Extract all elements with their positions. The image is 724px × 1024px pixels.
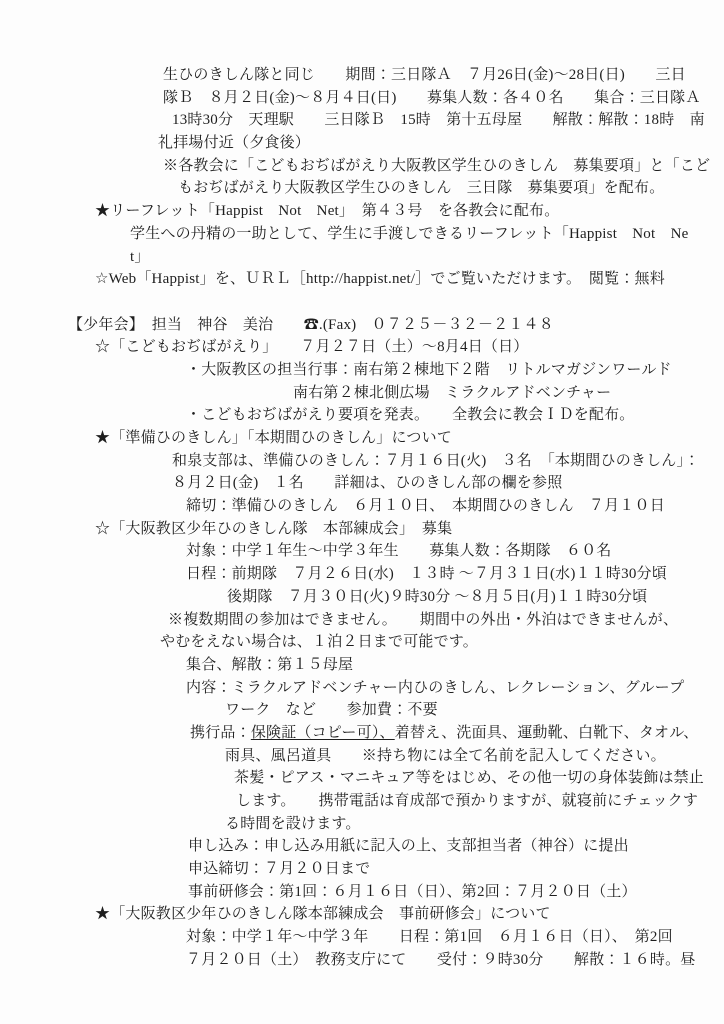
text-line (68, 563, 722, 586)
text-segment: 対象：中学１年生～中学３年生 募集人数：各期隊 ６０名 (186, 543, 612, 560)
text-segment: ※各教会に「こどもおぢばがえり大阪教区学生ひのきしん 募集要項」と「こど (163, 157, 711, 174)
text-segment: 集合、解散：第１５母屋 (186, 656, 354, 673)
text-line (68, 177, 722, 200)
text-line (68, 359, 722, 382)
text-segment: 雨具、風呂道具 ※持ち物には全て名前を記入してください。 (225, 747, 666, 764)
text-line (68, 609, 722, 632)
text-segment: ★「準備ひのきしん」「本期間ひのきしん」について (95, 430, 453, 446)
text-line (68, 858, 722, 881)
text-segment: 礼拝場付近（夕食後） (158, 135, 311, 152)
text-line (68, 427, 722, 450)
text-line (68, 722, 722, 745)
text-segment: 締切：準備ひのきしん ６月１０日、 本期間ひのきしん ７月１０日 (186, 498, 665, 515)
text-line (68, 314, 722, 337)
text-segment: .(Fax) ０７２５－３２－２１４８ (318, 316, 554, 333)
text-line (68, 813, 722, 836)
text-line (68, 132, 722, 155)
text-line (68, 518, 722, 541)
text-segment: 日程：前期隊 ７月２６日(水) １３時 ～７月３１日(水)１１時30分頃 (186, 566, 667, 583)
text-line (68, 677, 722, 700)
text-segment: 内容：ミラクルアドベンチャー内ひのきしん、レクレーション、グループ (186, 679, 685, 696)
phone-icon: ☎ (303, 316, 319, 333)
text-line (68, 745, 722, 768)
text-segment: 着替え、洗面具、運動靴、白靴下、タオル、 (394, 724, 699, 741)
text-segment: 南右第２棟北側広場 ミラクルアドベンチャー (293, 384, 612, 401)
text-segment: 事前研修会：第1回：６月１６日（日）、第2回：７月２０日（土） (188, 883, 637, 900)
text-line (68, 949, 722, 972)
text-line (68, 495, 722, 518)
text-segment: 茶髪・ピアス・マニキュア等をはじめ、その他一切の身体装飾は禁止 (234, 770, 705, 787)
text-segment: t」 (130, 248, 150, 265)
text-line (68, 654, 722, 677)
text-segment: 申し込み：申し込み用紙に記入の上、支部担当者（神谷）に提出 (188, 838, 629, 855)
text-line (68, 109, 722, 132)
blank-line (68, 291, 722, 314)
text-segment: ・大阪教区の担当行事：南右第２棟地下２階 リトルマガジンワールド (186, 361, 672, 378)
text-segment: ７月２０日（土） 教務支庁にて 受付：９時30分 解散：１６時。昼 (186, 951, 696, 968)
text-line (68, 540, 722, 563)
text-segment: 対象：中学１年～中学３年 日程：第1回 ６月１６日（日）、 第2回 (186, 929, 673, 946)
text-segment: ・こどもおぢばがえり要項を発表。 全教会に教会ＩＤを配布。 (186, 407, 635, 424)
text-segment: ☆Web「Happist」を、ＵＲＬ［http://happist.net/］でご覧いただけます。 閲覧：無料 (95, 271, 665, 288)
text-segment: 生ひのきしん隊と同じ 期間：三日隊Ａ ７月26日(金)～28日(日) 三日 (163, 67, 686, 83)
text-segment: ※複数期間の参加はできません。 期間中の外出・外泊はできませんが、 (168, 611, 679, 628)
text-line (68, 336, 722, 359)
text-line (68, 926, 722, 949)
text-segment: 携行品： (190, 724, 251, 741)
text-line (68, 223, 722, 246)
text-segment: 申込締切：７月２０日まで (188, 861, 371, 878)
text-line (68, 767, 722, 790)
text-line (68, 835, 722, 858)
text-segment: 学生への丹精の一助として、学生に手渡しできるリーフレット「Happist Not Ne (130, 225, 689, 242)
text-line (68, 903, 722, 926)
text-segment: やむをえない場合は、１泊２日まで可能です。 (160, 634, 479, 651)
text-segment: 【少年会】 担当 神谷 美治 (68, 316, 304, 333)
text-line (68, 64, 722, 87)
text-segment: します。 携帯電話は育成部で預かりますが、就寝前にチェックす (236, 793, 699, 809)
text-line (68, 87, 722, 110)
text-line (68, 472, 722, 495)
text-segment: ☆「こどもおぢばがえり」 ７月２７日（土）～8月4日（日） (95, 339, 529, 356)
text-line (68, 200, 722, 223)
text-segment: ★リーフレット「Happist Not Net」 第４３号 を各教会に配布。 (95, 203, 560, 220)
text-line (68, 699, 722, 722)
text-line (68, 881, 722, 904)
text-segment: 13時30分 天理駅 三日隊Ｂ 15時 第十五母屋 解散：解散：18時 南 (172, 112, 705, 129)
text-line (68, 790, 722, 813)
text-segment: 和泉支部は、準備ひのきしん：７月１６日(火) ３名 「本期間ひのきしん」： (172, 452, 700, 469)
text-segment: ワーク など 参加費：不要 (225, 702, 438, 719)
text-line (68, 631, 722, 654)
text-line (68, 586, 722, 609)
text-segment: ８月２日(金) １名 詳細は、ひのきしん部の欄を参照 (172, 475, 563, 492)
text-segment: もおぢばがえり大阪教区学生ひのきしん 三日隊 募集要項」を配布。 (178, 180, 665, 197)
text-line (68, 382, 722, 405)
text-segment: ☆「大阪教区少年ひのきしん隊 本部練成会」 募集 (95, 520, 453, 537)
text-line (68, 246, 722, 269)
text-line (68, 268, 722, 291)
text-segment: 隊Ｂ ８月２日(金)～８月４日(日) 募集人数：各４０名 集合：三日隊Ａ (163, 89, 701, 106)
text-segment: る時間を設けます。 (225, 815, 361, 832)
text-line (68, 404, 722, 427)
text-line (68, 450, 722, 473)
text-segment: 保険証（コピー可）、 (250, 724, 395, 741)
text-line (68, 155, 722, 178)
text-segment: 後期隊 ７月３０日(火)９時30分 ～８月５日(月)１１時30分頃 (227, 588, 648, 605)
text-segment: ★「大阪教区少年ひのきしん隊本部練成会 事前研修会」について (95, 906, 551, 923)
